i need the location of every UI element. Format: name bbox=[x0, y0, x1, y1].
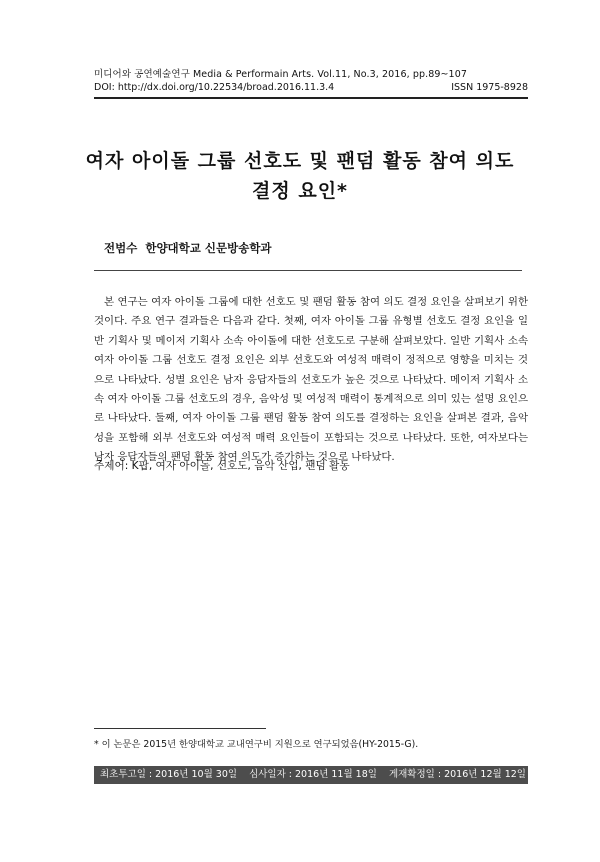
doi-line bbox=[94, 82, 528, 93]
footnote-rule bbox=[94, 728, 266, 729]
author-rule bbox=[94, 270, 522, 271]
accepted-date: 게재확정일 : 2016년 12월 12일 bbox=[388, 769, 526, 780]
header-rule bbox=[94, 97, 528, 99]
abstract-text: 본 연구는 여자 아이돌 그룹에 대한 선호도 및 팬덤 활동 참여 의도 결정 요인을 살펴보기 위한 것이다. 주요 연구 결과들은 다음과 같다. 첫째, 여자 아이돌 그룹 유형별 선호도 결정 요인을 일반 기획사 및 메이저 기획사 소속 아이돌에 대한 선호도로 구분해 살펴보았다. 일반 기획사 소속 여자 아이돌 그룹 선호도 결정 요인은 외부 선호도와 여성적 매력이 정적으로 영향을 미치는 것으로 나타났다. 성별 요인은 남자 응답자들의 선호도가 높은 것으로 나타났다. 메이저 기획사 소속 여자 아이돌 그룹 선호도의 경우, 음악성 및 여성적 매력이 통계적으로 의미 있는 설명 요인으로 나타났다. 둘째, 여자 아이돌 그룹 팬덤 활동 참여 의도를 결정하는 요인을 살펴본 결과, 음악성을 포함해 외부 선호도와 여성적 매력 요인들이 포함되는 것으로 나타났다. 또한, 여자보다는 남자 응답자들의 팬덤 활동 참여 의도가 증가하는 것으로 나타났다. bbox=[94, 296, 528, 464]
reviewed-date: 심사일자 : 2016년 11월 18일 bbox=[249, 769, 377, 780]
author-line bbox=[104, 240, 272, 256]
footnote: * 이 논문은 2015년 한양대학교 교내연구비 지원으로 연구되었음(HY-2015-G). bbox=[94, 739, 419, 750]
publication-dates-bar bbox=[94, 766, 528, 784]
paper-title bbox=[60, 146, 540, 206]
title-line-1: 여자 아이돌 그룹 선호도 및 팬덤 활동 참여 의도 bbox=[85, 150, 515, 172]
journal-citation: 미디어와 공연예술연구 Media & Performain Arts. Vol.11, No.3, 2016, pp.89~107 bbox=[94, 69, 467, 80]
title-line-2: 결정 요인* bbox=[252, 180, 348, 202]
author-name: 전범수 bbox=[104, 241, 138, 255]
submitted-date: 최초투고일 : 2016년 10월 30일 bbox=[100, 769, 238, 780]
keywords: 주제어: K팝, 여자 아이돌, 선호도, 음악 산업, 팬덤 활동 bbox=[94, 460, 350, 472]
author-affiliation: 한양대학교 신문방송학과 bbox=[145, 241, 272, 255]
doi-link[interactable]: DOI: http://dx.doi.org/10.22534/broad.2016.11.3.4 bbox=[94, 82, 335, 93]
issn: ISSN 1975-8928 bbox=[451, 82, 528, 93]
